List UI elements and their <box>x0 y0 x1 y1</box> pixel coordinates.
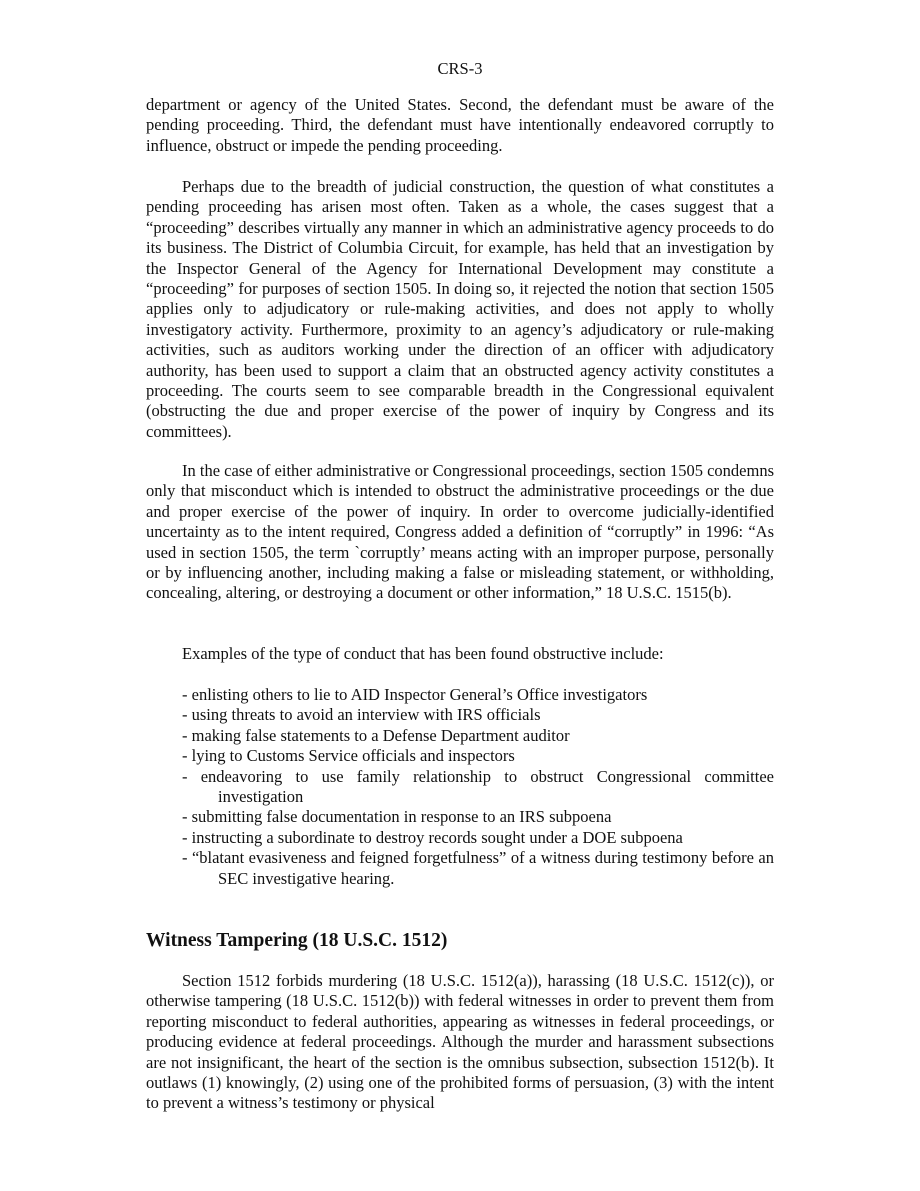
list-item: - using threats to avoid an interview with IRS officials <box>182 705 541 725</box>
examples-block <box>146 685 774 889</box>
list-item: - endeavoring to use family relationship to obstruct Congressional committee investigation <box>182 766 774 807</box>
paragraph-continuation <box>146 95 774 156</box>
list-item: - making false statements to a Defense Department auditor <box>182 725 570 745</box>
paragraph-2: Perhaps due to the breadth of judicial construction, the question of what constitutes a pending proceeding has arisen most often. Taken as a whole, the cases suggest that a “proceeding” describes virtually any manner in which an administrative agency proceeds to do its business. The District of Columbia Circuit, for example, has held that an investigation by the Inspector General of the Agency for International Development may constitute a “proceeding” for purposes of section 1505. In doing so, it rejected the notion that section 1505 applies only to adjudicatory or rule-making activities, and does not apply to wholly investigatory activity. Furthermore, proximity to an agency’s adjudicatory or rule-making activities, such as auditors working under the direction of an officer with adjudicatory authority, has been used to support a claim that an obstructed agency activity constitutes a proceeding. The courts seem to see comparable breadth in the Congressional equivalent (obstructing the due and proper exercise of the power of inquiry by Congress and its committees). <box>146 177 774 441</box>
section-heading: Witness Tampering (18 U.S.C. 1512) <box>146 930 448 951</box>
list-item: - lying to Customs Service officials and inspectors <box>182 746 515 766</box>
list-item: - enlisting others to lie to AID Inspector General’s Office investigators <box>182 685 648 704</box>
list-item: - “blatant evasiveness and feigned forgetfulness” of a witness during testimony before an SEC investigative hearing. <box>182 848 774 888</box>
list-item: - instructing a subordinate to destroy records sought under a DOE subpoena <box>182 827 683 847</box>
examples-list <box>146 685 774 889</box>
paragraph-3: In the case of either administrative or Congressional proceedings, section 1505 condemns only that misconduct which is intended to obstruct the administrative proceedings or the due and proper exercise of the power of inquiry. In order to overcome judicially-identified uncertainty as to the intent required, Congress added a definition of “corruptly” in 1996: “As used in section 1505, the term `corruptly’ means acting with an improper purpose, personally or by influencing another, including making a false or misleading statement, or withholding, concealing, altering, or destroying a document or other information,” 18 U.S.C. 1515(b). <box>146 461 775 603</box>
paragraph-1: department or agency of the United States. Second, the defendant must be aware of the pending proceeding. Third, the defendant must have intentionally endeavored corruptly to influence, obstruct or impede the pending proceeding. <box>146 95 774 155</box>
paragraph-corruptly-definition <box>146 461 774 604</box>
examples-intro: Examples of the type of conduct that has been found obstructive include: <box>182 644 664 663</box>
examples-intro-block <box>146 644 774 664</box>
paragraph-pending-proceeding <box>146 177 774 442</box>
page-header: CRS-3 <box>437 59 483 78</box>
paragraph-witness-tampering <box>146 971 774 1114</box>
list-item: - submitting false documentation in response to an IRS subpoena <box>182 807 612 827</box>
paragraph-4: Section 1512 forbids murdering (18 U.S.C. 1512(a)), harassing (18 U.S.C. 1512(c)), or otherwise tampering (18 U.S.C. 1512(b)) with federal witnesses in order to prevent them from reporting misconduct to federal authorities, appearing as witnesses in federal proceedings, or producing evidence at federal proceedings. Although the murder and harassment subsections are not insignificant, the heart of the section is the omnibus subsection, subsection 1512(b). It outlaws (1) knowingly, (2) using one of the prohibited forms of persuasion, (3) with the intent to prevent a witness’s testimony or physical <box>146 971 774 1113</box>
